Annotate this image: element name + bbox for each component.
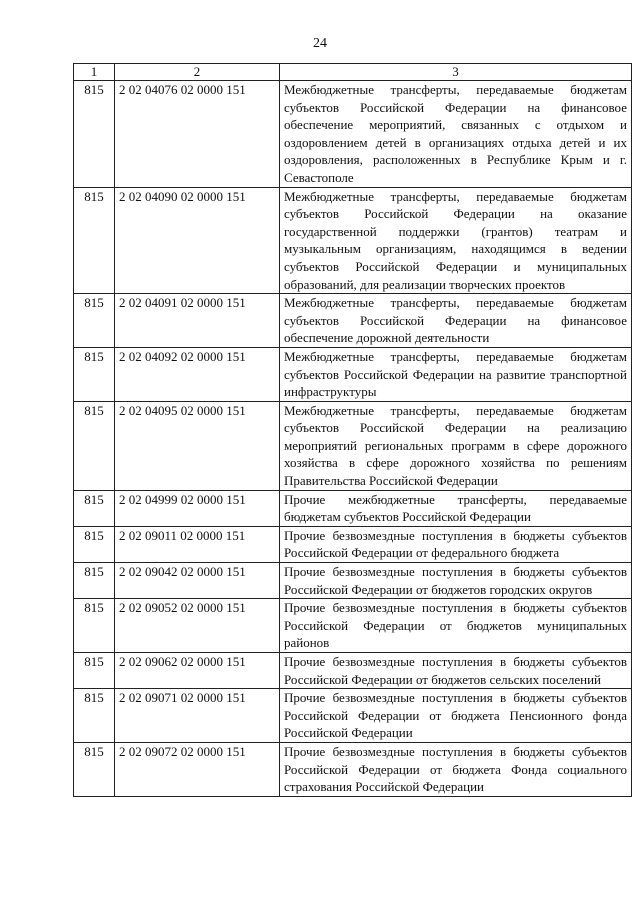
table-row (74, 563, 632, 599)
page-number: 24 (313, 36, 327, 51)
revenue-name-cell: Прочие безвозмездные поступления в бюджеты субъектов Российской Федерации от бюджетов городских округов (280, 563, 632, 599)
budget-code-cell: 2 02 09072 02 0000 151 (115, 742, 280, 796)
budget-code-cell: 2 02 04076 02 0000 151 (115, 81, 280, 188)
budget-code-cell: 2 02 04999 02 0000 151 (115, 490, 280, 526)
table-row (74, 689, 632, 743)
table-row (74, 401, 632, 490)
budget-code-cell: 2 02 09071 02 0000 151 (115, 689, 280, 743)
revenue-name-cell: Межбюджетные трансферты, передаваемые бюджетам субъектов Российской Федерации на реализацию мероприятий региональных программ в сфере дорожного хозяйства в сфере дорожного хозяйства по решениям Правительства Российской Федерации (280, 401, 632, 490)
table-row (74, 294, 632, 348)
admin-code-cell: 815 (74, 294, 115, 348)
revenue-name-cell: Межбюджетные трансферты, передаваемые бюджетам субъектов Российской Федерации на развитие транспортной инфраструктуры (280, 347, 632, 401)
table-header-row (74, 64, 632, 81)
budget-code-cell: 2 02 09062 02 0000 151 (115, 653, 280, 689)
budget-code-cell: 2 02 04092 02 0000 151 (115, 347, 280, 401)
table-row (74, 81, 632, 188)
revenue-name-cell: Межбюджетные трансферты, передаваемые бюджетам субъектов Российской Федерации на финансовое обеспечение мероприятий, связанных с отдыхом и оздоровлением детей в организациях отдыха детей и их оздоровления, расположенных в Республике Крым и г. Севастополе (280, 81, 632, 188)
table-row (74, 347, 632, 401)
admin-code-cell: 815 (74, 526, 115, 562)
budget-code-cell: 2 02 04090 02 0000 151 (115, 187, 280, 294)
admin-code-cell: 815 (74, 742, 115, 796)
revenue-name-cell: Прочие межбюджетные трансферты, передаваемые бюджетам субъектов Российской Федерации (280, 490, 632, 526)
column-header-2: 2 (115, 64, 280, 81)
admin-code-cell: 815 (74, 563, 115, 599)
admin-code-cell: 815 (74, 187, 115, 294)
budget-code-cell: 2 02 09011 02 0000 151 (115, 526, 280, 562)
column-header-3: 3 (280, 64, 632, 81)
table-row (74, 187, 632, 294)
admin-code-cell: 815 (74, 401, 115, 490)
revenue-name-cell: Межбюджетные трансферты, передаваемые бюджетам субъектов Российской Федерации на финансовое обеспечение дорожной деятельности (280, 294, 632, 348)
admin-code-cell: 815 (74, 689, 115, 743)
admin-code-cell: 815 (74, 653, 115, 689)
revenue-name-cell: Прочие безвозмездные поступления в бюджеты субъектов Российской Федерации от бюджета Фонда социального страхования Российской Федерации (280, 742, 632, 796)
revenue-name-cell: Межбюджетные трансферты, передаваемые бюджетам субъектов Российской Федерации на оказание государственной поддержки (грантов) театрам и музыкальным организациям, находящимся в ведении субъектов Российской Федерации и муниципальных образований, для реализации творческих проектов (280, 187, 632, 294)
budget-code-cell: 2 02 09042 02 0000 151 (115, 563, 280, 599)
revenue-name-cell: Прочие безвозмездные поступления в бюджеты субъектов Российской Федерации от бюджетов муниципальных районов (280, 599, 632, 653)
budget-code-cell: 2 02 04091 02 0000 151 (115, 294, 280, 348)
table-row (74, 526, 632, 562)
table-row (74, 599, 632, 653)
column-header-1: 1 (74, 64, 115, 81)
budget-code-cell: 2 02 04095 02 0000 151 (115, 401, 280, 490)
table-row (74, 490, 632, 526)
table-row (74, 742, 632, 796)
revenue-codes-table (73, 63, 632, 797)
admin-code-cell: 815 (74, 490, 115, 526)
table-row (74, 653, 632, 689)
revenue-name-cell: Прочие безвозмездные поступления в бюджеты субъектов Российской Федерации от бюджета Пенсионного фонда Российской Федерации (280, 689, 632, 743)
admin-code-cell: 815 (74, 81, 115, 188)
budget-code-cell: 2 02 09052 02 0000 151 (115, 599, 280, 653)
admin-code-cell: 815 (74, 599, 115, 653)
revenue-name-cell: Прочие безвозмездные поступления в бюджеты субъектов Российской Федерации от бюджетов сельских поселений (280, 653, 632, 689)
revenue-name-cell: Прочие безвозмездные поступления в бюджеты субъектов Российской Федерации от федерального бюджета (280, 526, 632, 562)
admin-code-cell: 815 (74, 347, 115, 401)
